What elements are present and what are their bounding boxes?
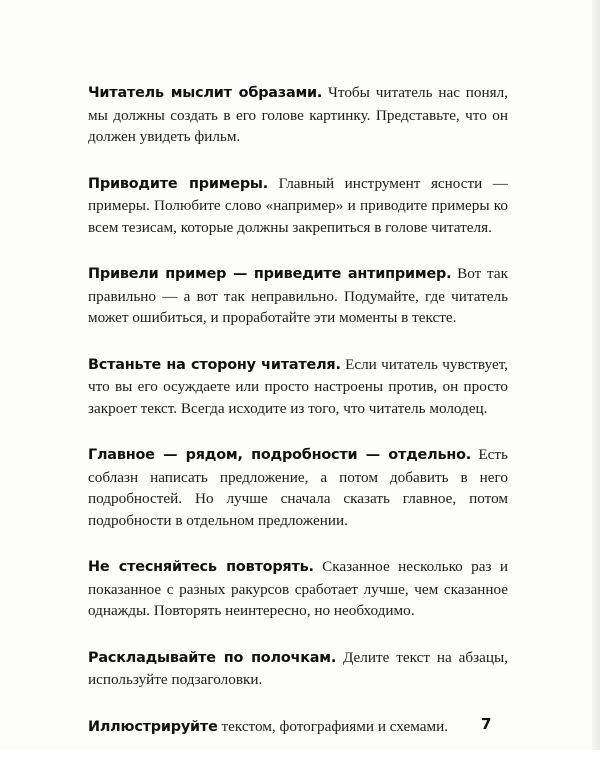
paragraph-lead: Встаньте на сторону читателя. bbox=[88, 356, 341, 373]
paragraph-lead: Читатель мыслит образами. bbox=[88, 85, 323, 101]
page-body bbox=[88, 82, 508, 763]
paragraph-text: Сказанное несколько раз и показанное с разных ракурсов сработает лучше, чем сказанное однажды. Повторять неинтересно, но необходимо. bbox=[88, 558, 508, 619]
paragraph-lead: Не стесняйтесь повторять. bbox=[88, 559, 314, 575]
paragraph-lead: Раскладывайте по полочкам. bbox=[88, 649, 337, 666]
page-number: 7 bbox=[481, 715, 492, 733]
paragraph-text: Есть соблазн написать предложение, а потом добавить в него подробностей. Но лучше сначала сказать главное, потом подробности в отдельном предложении. bbox=[88, 446, 508, 529]
paragraph-text: Главный инструмент ясности — примеры. Полюбите слово «например» и приводите примеры ко всем тезисам, которые должны закрепиться в голове читателя. bbox=[88, 174, 508, 236]
paragraph-lead: Иллюстрируйте bbox=[88, 718, 218, 735]
paragraph-text: Чтобы читатель нас понял, мы должны создать в его голове картинку. Представьте, что он должен увидеть фильм. bbox=[88, 84, 508, 145]
page-edge-shadow bbox=[592, 0, 600, 750]
paragraph-reader-thinks-in-images bbox=[88, 82, 508, 148]
paragraph-lead: Привели пример — приведите антипример. bbox=[88, 266, 452, 282]
paragraph-lead: Главное — рядом, подробности — отдельно. bbox=[88, 447, 472, 463]
paragraph-lead: Приводите примеры. bbox=[88, 175, 269, 192]
paragraph-main-point-first bbox=[88, 444, 508, 531]
paragraph-illustrate bbox=[88, 716, 508, 739]
paragraph-text: текстом, фотографиями и схемами. bbox=[221, 717, 449, 735]
paragraph-give-examples bbox=[88, 173, 508, 239]
paragraph-organize bbox=[88, 647, 508, 691]
paragraph-text: Делите текст на абзацы, используйте подзаголовки. bbox=[88, 648, 509, 688]
paragraph-text: Если читатель чувствует, что вы его осуждаете или просто настроены против, он просто закроет текст. Всегда исходите из того, что читатель молодец. bbox=[88, 355, 508, 417]
paragraph-side-with-reader bbox=[88, 354, 508, 420]
paragraph-give-counterexample bbox=[88, 263, 508, 329]
paragraph-text: Вот так правильно — а вот так неправильно. Подумайте, где читатель может ошибиться, и проработайте эти моменты в тексте. bbox=[88, 265, 508, 326]
paragraph-repeat bbox=[88, 556, 508, 622]
